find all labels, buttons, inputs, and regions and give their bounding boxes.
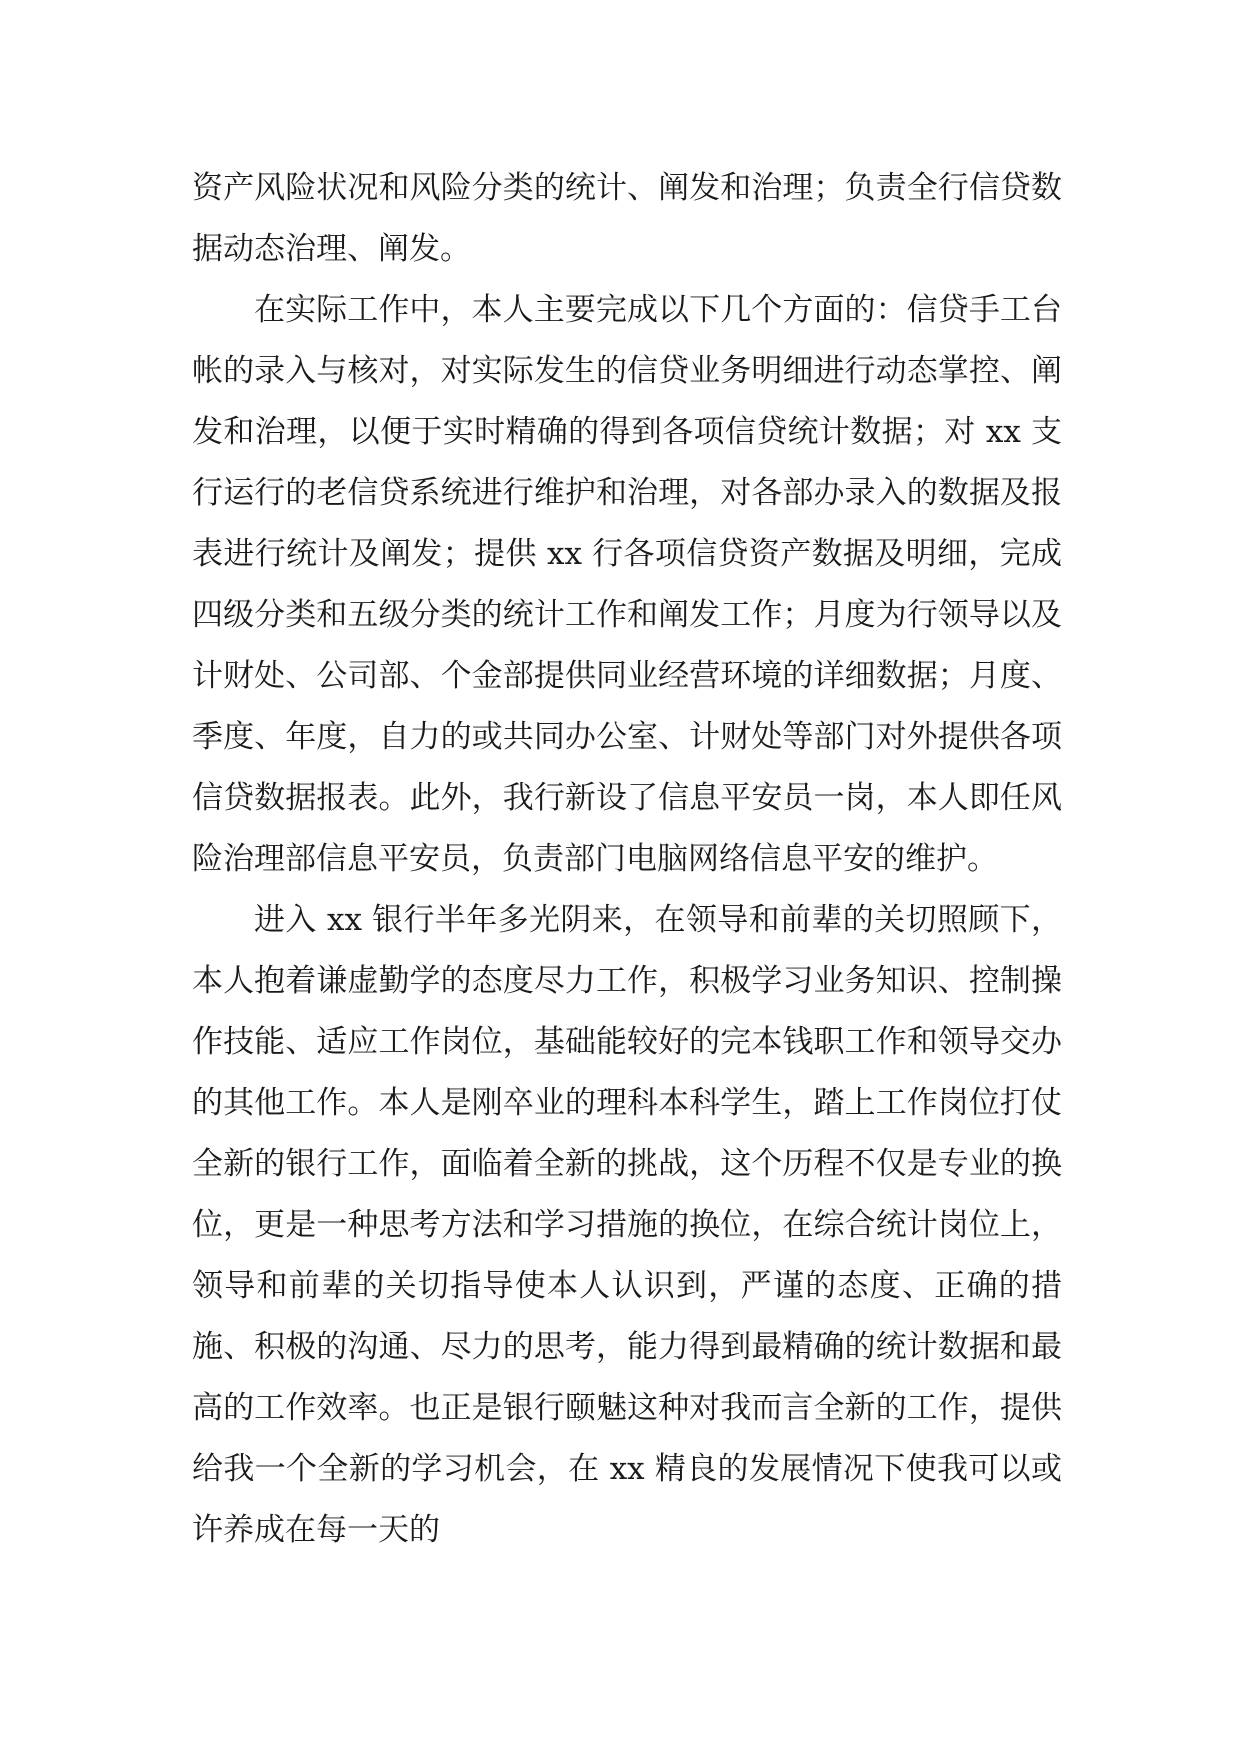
document-body	[192, 158, 1062, 1561]
paragraph-3: 进入 xx 银行半年多光阴来，在领导和前辈的关切照顾下，本人抱着谦虚勤学的态度尽力工作，积极学习业务知识、控制操作技能、适应工作岗位，基础能较好的完本钱职工作和领导交办的其他工作。本人是刚卒业的理科本科学生，踏上工作岗位打仗全新的银行工作，面临着全新的挑战，这个历程不仅是专业的换位，更是一种思考方法和学习措施的换位，在综合统计岗位上，领导和前辈的关切指导使本人认识到，严谨的态度、正确的措施、积极的沟通、尽力的思考，能力得到最精确的统计数据和最高的工作效率。也正是银行颐魅这种对我而言全新的工作，提供给我一个全新的学习机会，在 xx 精良的发展情况下使我可以或许养成在每一天的	[192, 902, 1062, 1548]
paragraph-2: 在实际工作中，本人主要完成以下几个方面的：信贷手工台帐的录入与核对，对实际发生的信贷业务明细进行动态掌控、阐发和治理，以便于实时精确的得到各项信贷统计数据；对 xx 支行运行的老信贷系统进行维护和治理，对各部办录入的数据及报表进行统计及阐发；提供 xx 行各项信贷资产数据及明细，完成四级分类和五级分类的统计工作和阐发工作；月度为行领导以及计财处、公司部、个金部提供同业经营环境的详细数据；月度、季度、年度，自力的或共同办公室、计财处等部门对外提供各项信贷数据报表。此外，我行新设了信息平安员一岗，本人即任风险治理部信息平安员，负责部门电脑网络信息平安的维护。	[192, 292, 1062, 877]
paragraph-1: 资产风险状况和风险分类的统计、阐发和治理；负责全行信贷数据动态治理、阐发。	[192, 170, 1062, 267]
